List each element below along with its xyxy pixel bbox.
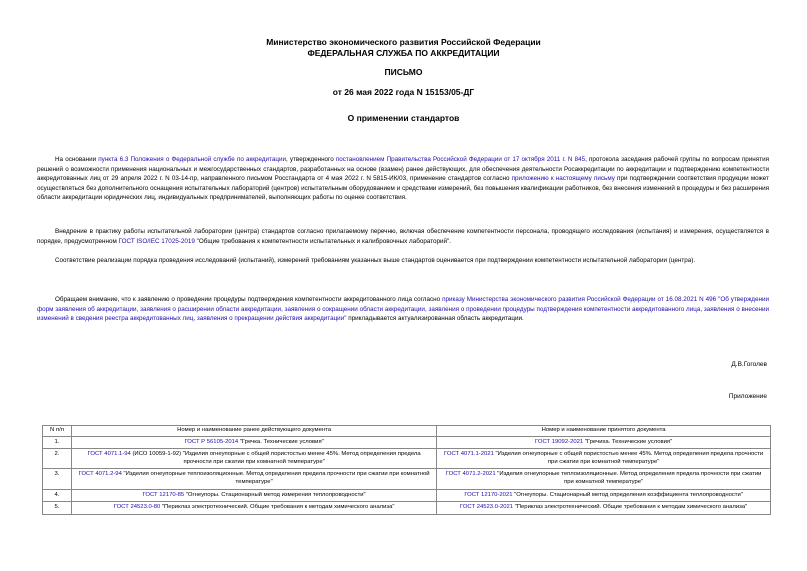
appendix-label: Приложение (728, 393, 767, 400)
old-document-cell (72, 502, 437, 515)
old-document-cell (72, 449, 437, 469)
table-row (43, 436, 771, 449)
link-regulation-point[interactable]: пункта 6.3 Положения о Федеральной службе по аккредитации (98, 156, 286, 163)
document-date-number: от 26 мая 2022 года N 15153/05-ДГ (332, 87, 475, 97)
service-title: ФЕДЕРАЛЬНАЯ СЛУЖБА ПО АККРЕДИТАЦИИ (307, 48, 500, 58)
paragraph-1 (37, 155, 769, 203)
signature: Д.В.Гоголев (731, 361, 767, 368)
new-document-link[interactable]: ГОСТ 12170-2021 (464, 491, 513, 498)
old-document-title: (ИСО 10059-1-92) "Изделия огнеупорные с общей пористостью менее 45%. Метод определения предела прочности при сжатии при комнатной температуре" (130, 451, 421, 465)
old-document-cell (72, 469, 437, 489)
new-document-link[interactable]: ГОСТ 24523.0-2021 (459, 504, 514, 511)
old-document-title: "Гречка. Технические условия" (238, 438, 324, 445)
p2-text-1: Внедрение в практику работы испытательной лаборатории (центра) стандартов согласно прилагаемому перечню, включая обеспечение компетентности персонала, проводящего исследования (испытания) и измерения, осуществляется в порядке, предусмотренном (37, 228, 769, 245)
old-document-link[interactable]: ГОСТ 12170-85 (142, 491, 185, 498)
table-header-row (43, 426, 771, 437)
p3-text: Соответствие реализации порядка проведения исследований (испытаний), измерений требованиям указанных выше стандартов оценивается при подтверждении компетентности испытательной лаборатории (центра). (55, 257, 696, 264)
old-document-link[interactable]: ГОСТ 4071.2-94 (78, 471, 122, 478)
p4-text-1: Обращаем внимание, что к заявлению о проведении процедуры подтверждения компетентности аккредитованного лица согласно (55, 296, 443, 303)
new-document-cell (437, 436, 771, 449)
p1-text-3: , протокола заседания рабочей группы по вопросам принятия решений о возможности применения национальных и межгосударственных стандартов, разработанных на основе (взамен) ранее действующих, для обеспечения деятельности Росаккредитации по аккредитации и подтверждению компетентности аккредитованных лиц от 29 апреля 2022 г. N 03-14-пр, направленного письмом Росстандарта от 4 мая 2022 г. N 5815-ИК/03, применение стандартов согласно (37, 156, 769, 183)
table-row (43, 502, 771, 515)
old-document-title: "Изделия огнеупорные теплоизоляционные. Метод определения предела прочности при сжатии при комнатной температуре" (121, 471, 430, 485)
old-document-title: "Огнеупоры. Стационарный метод измерения теплопроводности" (184, 491, 366, 498)
new-document-title: "Гречиха. Технические условия" (583, 438, 673, 445)
new-document-title: "Огнеупоры. Стационарный метод определения коэффициента теплопроводности" (512, 491, 743, 498)
row-number: 1. (43, 436, 72, 449)
ministry-title: Министерство экономического развития Российской Федерации (266, 37, 541, 47)
new-document-link[interactable]: ГОСТ 4071.1-2021 (444, 451, 494, 458)
p1-text-2: , утвержденного (286, 156, 336, 163)
new-document-cell (437, 469, 771, 489)
old-document-link[interactable]: ГОСТ Р 56105-2014 (184, 438, 239, 445)
new-document-cell (437, 502, 771, 515)
paragraph-3 (37, 256, 769, 266)
p2-text-2: "Общие требования к компетентности испытательных и калибровочных лабораторий". (194, 237, 452, 245)
link-gost-iso-17025[interactable]: ГОСТ ISO/IEC 17025-2019 (118, 237, 195, 245)
link-government-decree[interactable]: постановлением Правительства Российской Федерации от 17 октября 2011 г. N 845 (335, 156, 586, 163)
table-row (43, 489, 771, 502)
standards-table (42, 425, 771, 515)
new-document-title: "Периклаз электротехнический. Общие требования к методам химического анализа" (513, 504, 748, 511)
paragraph-2 (37, 227, 769, 246)
row-number: 2. (43, 449, 72, 469)
p1-text-1: На основании (55, 156, 99, 163)
row-number: 3. (43, 469, 72, 489)
table-row (43, 449, 771, 469)
new-document-cell (437, 449, 771, 469)
old-document-cell (72, 489, 437, 502)
link-ministry-order[interactable]: приказу Министерства экономического развития Российской Федерации от 16.08.2021 N 496 "Об утверждении форм заявления об аккредитации, заявления о расширении области аккредитации, заявления о сокращении области аккредитации, заявления о проведении процедуры подтверждения компетентности аккредитованного лица, заявления о внесении изменений в сведения реестра аккредитованных лиц, заявления о прекращении действия аккредитации" (37, 296, 769, 323)
table-row (43, 469, 771, 489)
header-old-document: Номер и наименование ранее действующего документа (72, 426, 437, 437)
paragraph-4 (37, 295, 769, 324)
document-subject: О применении стандартов (347, 113, 460, 123)
link-appendix[interactable]: приложению к настоящему письму (511, 175, 615, 183)
new-document-link[interactable]: ГОСТ 19092-2021 (535, 438, 584, 445)
document-type: ПИСЬМО (384, 67, 423, 77)
old-document-link[interactable]: ГОСТ 4071.1-94 (87, 451, 131, 458)
p1-text-4: при подтверждении соответствия продукции может осуществляться без дополнительного оснащения испытательных лабораторий (центров) испытательным оборудованием и средствами измерений, без повышения квалификации работников, без внесения изменений в процедуры и без расширения области аккредитации юридических лиц, индивидуальных предпринимателей, выполняющих работы по оценке соответствия. (37, 175, 769, 202)
header-new-document: Номер и наименование принятого документа (437, 426, 771, 437)
old-document-link[interactable]: ГОСТ 24523.0-80 (113, 504, 161, 511)
p4-text-2: прикладывается актуализированная область аккредитации. (346, 315, 524, 323)
row-number: 5. (43, 502, 72, 515)
new-document-cell (437, 489, 771, 502)
old-document-cell (72, 436, 437, 449)
old-document-title: "Периклаз электротехнический. Общие требования к методам химического анализа" (160, 504, 395, 511)
row-number: 4. (43, 489, 72, 502)
header-number: N п/п (43, 426, 72, 437)
new-document-title: "Изделия огнеупорные с общей пористостью менее 45%. Метод определения предела прочности при сжатии при комнатной температуре" (493, 451, 764, 465)
new-document-link[interactable]: ГОСТ 4071.2-2021 (445, 471, 496, 478)
new-document-title: "Изделия огнеупорные теплоизоляционные. Метод определения предела прочности при сжатии при комнатной температуре" (495, 471, 762, 485)
